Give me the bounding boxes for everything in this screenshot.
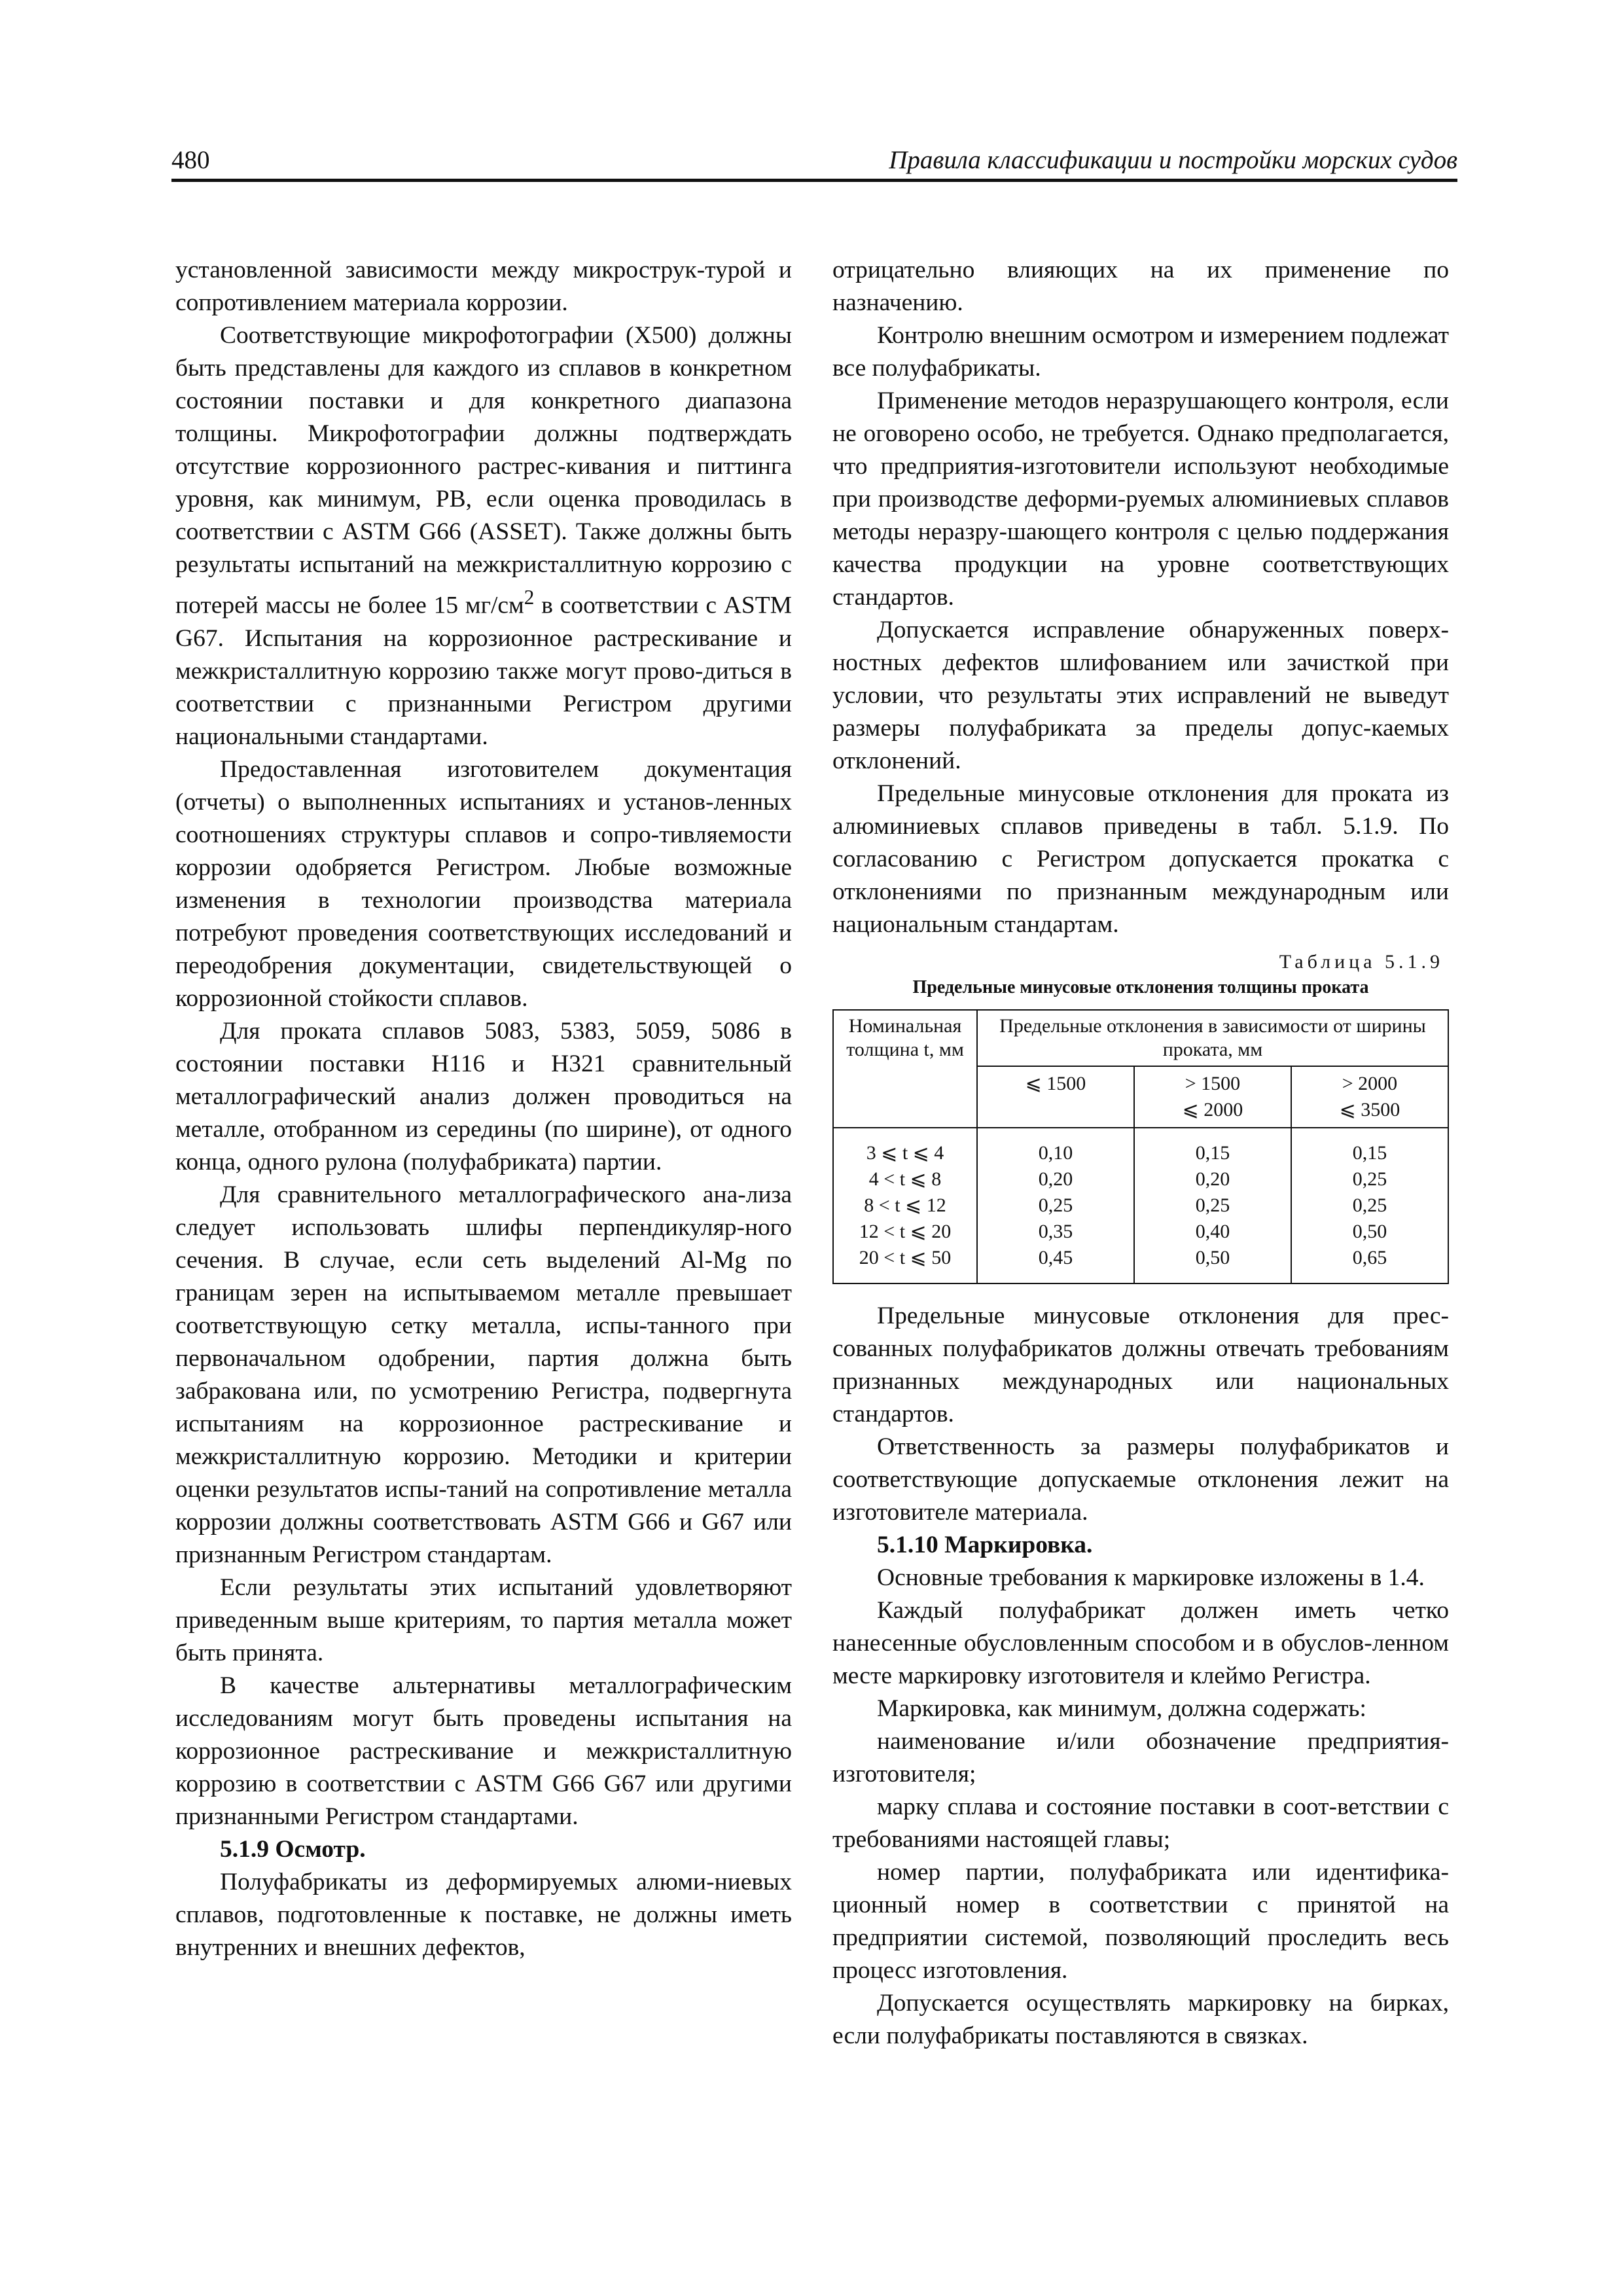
table-title: Предельные минусовые отклонения толщины проката bbox=[912, 977, 1369, 997]
subheader-width bbox=[1134, 1066, 1291, 1128]
table-cell: 0,45 bbox=[1038, 1247, 1073, 1268]
paragraph-text: в соответствии с ASTM G67. Испытания на коррозионное растрескивание и межкристаллитную коррозию также могут прово-диться в соответствии с признанными Регистром другими национальными стандартами. bbox=[175, 592, 792, 750]
page-number: 480 bbox=[171, 146, 210, 174]
paragraph: Маркировка, как минимум, должна содержать: bbox=[877, 1695, 1366, 1722]
paragraph: В качестве альтернативы металлографическим исследованиям могут быть проведены испытания на коррозионное растрескивание и межкристаллитную коррозию в соответствии с ASTM G66 G67 или другими признанными Регистром стандартами. bbox=[175, 1672, 792, 1830]
table-cell: 8 < t ⩽ 12 bbox=[864, 1194, 946, 1216]
table-cell: 0,40 bbox=[1195, 1221, 1230, 1242]
subheader-line: ⩽ 3500 bbox=[1339, 1099, 1400, 1121]
paragraph: Ответственность за размеры полуфабрикатов и соответствующие допускаемые отклонения лежит на изготовителе материала. bbox=[832, 1433, 1449, 1526]
subheader-line: ⩽ 1500 bbox=[1025, 1073, 1086, 1094]
subheader-width bbox=[977, 1066, 1134, 1128]
paragraph: Предельные минусовые отклонения для прес-сованных полуфабрикатов должны отвечать требованиям признанных международных или национальных стандартов. bbox=[832, 1302, 1449, 1427]
paragraph: отрицательно влияющих на их применение по назначению. bbox=[832, 257, 1449, 316]
table-cell: 0,25 bbox=[1038, 1194, 1073, 1216]
table-cell: 0,20 bbox=[1195, 1168, 1230, 1190]
table-cell: 0,65 bbox=[1352, 1247, 1387, 1268]
table-cell: 0,25 bbox=[1195, 1194, 1230, 1216]
left-column bbox=[175, 254, 792, 1964]
table-cell: 20 < t ⩽ 50 bbox=[859, 1247, 952, 1268]
running-title: Правила классификации и постройки морских судов bbox=[889, 146, 1457, 174]
paragraph: Допускается осуществлять маркировку на бирках, если полуфабрикаты поставляются в связках. bbox=[832, 1990, 1449, 2049]
paragraph: Если результаты этих испытаний удовлетворяют приведенным выше критериям, то партия металла может быть принята. bbox=[175, 1573, 792, 1666]
table-cell: 0,50 bbox=[1195, 1247, 1230, 1268]
table-cell: 4 < t ⩽ 8 bbox=[868, 1168, 942, 1190]
table-cell: 0,20 bbox=[1038, 1168, 1073, 1190]
table-number: Таблица 5.1.9 bbox=[1279, 951, 1444, 973]
paragraph: установленной зависимости между микрострук-турой и сопротивлением материала коррозии. bbox=[175, 257, 792, 316]
list-item: наименование и/или обозначение предприятия-изготовителя; bbox=[832, 1728, 1449, 1787]
section-heading-5-1-9: 5.1.9 Осмотр. bbox=[220, 1835, 366, 1863]
paragraph: Для сравнительного металлографического ана-лиза следует использовать шлифы перпендикуляр-ного сечения. В случае, если сеть выделений Al-Mg по границам зерен на испытываемом металле превышает соответствующую сетку металла, испы-танного при первоначальном одобрении, партия должна быть забракована или, по усмотрению Регистра, подвергнута испытаниям на коррозионное растрескивание и межкристаллитную коррозию. Методики и критерии оценки результатов испы-таний на сопротивление металла коррозии должны соответствовать ASTM G66 и G67 или признанным Регистром стандартам. bbox=[175, 1181, 792, 1568]
deviation-table bbox=[832, 1009, 1449, 1284]
paragraph: Для проката сплавов 5083, 5383, 5059, 5086 в состоянии поставки H116 и H321 сравнительный металлографический анализ должен проводиться на металле, отобранном из середины (по ширине), от одного конца, одного рулона (полуфабриката) партии. bbox=[175, 1017, 792, 1175]
table-cell: 0,15 bbox=[1195, 1142, 1230, 1164]
header-width-group: Предельные отклонения в зависимости от ширины проката, мм bbox=[977, 1010, 1448, 1066]
table-cell: 0,50 bbox=[1352, 1221, 1387, 1242]
section-heading-5-1-10: 5.1.10 Маркировка. bbox=[877, 1532, 1093, 1558]
paragraph bbox=[175, 319, 792, 753]
paragraph: Предоставленная изготовителем документация (отчеты) о выполненных испытаниях и установ-ленных соотношениях структуры сплавов и сопро-тивляемости коррозии одобряется Регистром. Любые возможные изменения в технологии производства материала потребуют проведения соответствующих исследований и переодобрения документации, свидетельствующей о коррозионной стойкости сплавов. bbox=[175, 755, 792, 1012]
paragraph: Предельные минусовые отклонения для проката из алюминиевых сплавов приведены в табл. 5.1.9. По согласованию с Регистром допускается прокатка с отклонениями по признанным международным или национальным стандартам. bbox=[832, 780, 1449, 938]
table-cell: 0,35 bbox=[1038, 1221, 1073, 1242]
table-cell: 0,25 bbox=[1352, 1168, 1387, 1190]
table-cell: 12 < t ⩽ 20 bbox=[859, 1221, 952, 1242]
right-column bbox=[832, 254, 1449, 2053]
table-cell: 3 ⩽ t ⩽ 4 bbox=[866, 1142, 944, 1164]
paragraph: Применение методов неразрушающего контроля, если не оговорено особо, не требуется. Однако предполагается, что предприятия-изготовители используют необходимые при производстве деформи-руемых алюминиевых сплавов методы неразру-шающего контроля с целью поддержания качества продукции на уровне соответствующих стандартов. bbox=[832, 387, 1449, 611]
list-item: номер партии, полуфабриката или идентифика-ционный номер в соответствии с принятой на предприятии системой, позволяющий проследить весь процесс изготовления. bbox=[832, 1859, 1449, 1984]
thickness-cell bbox=[833, 1128, 977, 1283]
value-cell bbox=[1291, 1128, 1448, 1283]
table-5-1-9 bbox=[832, 949, 1449, 1284]
table-cell: 0,15 bbox=[1352, 1142, 1387, 1164]
subheader-line: > 2000 bbox=[1342, 1073, 1398, 1094]
paragraph-text: Соответствующие микрофотографии (X500) должны быть представлены для каждого из сплавов в конкретном состоянии поставки и для конкретного диапазона толщины. Микрофотографии должны подтверждать отсутствие коррозионного растрес-кивания и питтинга уровня, как минимум, PB, если оценка проводилась в соответствии с ASTM G66 (ASSET). Также должны быть результаты испытаний на межкристаллитную коррозию с потерей массы не более 15 мг/см bbox=[175, 322, 792, 619]
value-cell bbox=[977, 1128, 1134, 1283]
subheader-width bbox=[1291, 1066, 1448, 1128]
paragraph: Контролю внешним осмотром и измерением подлежат все полуфабрикаты. bbox=[832, 322, 1449, 382]
value-cell bbox=[1134, 1128, 1291, 1283]
paragraph: Основные требования к маркировке изложены в 1.4. bbox=[877, 1564, 1425, 1591]
subheader-line: > 1500 bbox=[1185, 1073, 1241, 1094]
table-cell: 0,10 bbox=[1038, 1142, 1073, 1164]
table-row bbox=[833, 1128, 1448, 1283]
header-thickness: Номинальная толщина t, мм bbox=[833, 1010, 977, 1128]
paragraph: Полуфабрикаты из деформируемых алюми-ниевых сплавов, подготовленные к поставке, не должны иметь внутренних и внешних дефектов, bbox=[175, 1868, 792, 1961]
paragraph: Каждый полуфабрикат должен иметь четко нанесенные обусловленным способом и в обуслов-ленном месте маркировку изготовителя и клеймо Регистра. bbox=[832, 1597, 1449, 1689]
superscript: 2 bbox=[524, 586, 535, 609]
header-rule bbox=[171, 179, 1457, 182]
subheader-line: ⩽ 2000 bbox=[1182, 1099, 1243, 1121]
table-cell: 0,25 bbox=[1352, 1194, 1387, 1216]
list-item: марку сплава и состояние поставки в соот-ветствии с требованиями настоящей главы; bbox=[832, 1793, 1449, 1853]
paragraph: Допускается исправление обнаруженных поверх-ностных дефектов шлифованием или зачисткой при условии, что результаты этих исправлений не выведут размеры полуфабриката за пределы допус-каемых отклонений. bbox=[832, 617, 1449, 774]
